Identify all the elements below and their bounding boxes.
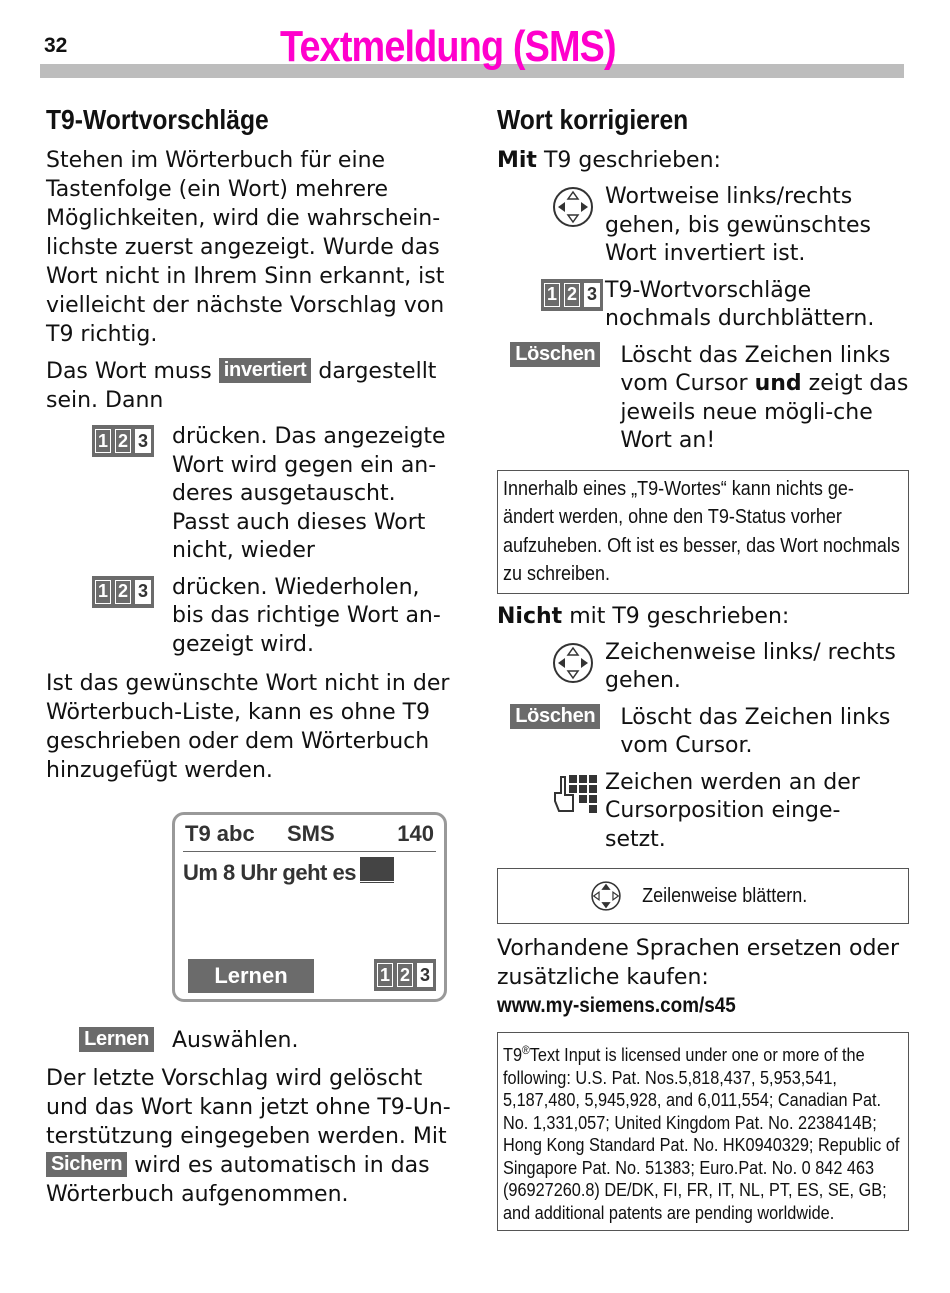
key-123-icon [541,279,603,311]
n3-row [497,769,909,855]
n2-row [497,704,909,761]
key-digit-2: 2 [564,283,580,307]
mit-t9-line [497,146,909,175]
key-digit-2: 2 [397,963,413,987]
key-digit-1: 1 [95,429,111,453]
r2-row [497,277,909,334]
nicht-rest: mit T9 geschrieben: [569,603,790,629]
r3-post: zeigt das jeweils neue mögli-che Wort an! [620,371,909,453]
step1-text: drücken. Das angezeigte Wort wird gegen ein an-deres ausgetauscht. Passt auch dieses Wort nicht, wieder [172,424,446,563]
nav-joystick-icon [551,185,595,229]
key-digit-3: 3 [135,580,151,604]
n1-icon-cell [497,639,605,685]
nav-joystick-icon [551,641,595,685]
phone-char-count: 140 [397,821,434,846]
license-registered: ® [522,1043,530,1057]
right-heading: Wort korrigieren [497,104,689,135]
note2-text: Zeilenweise blättern. [642,884,808,907]
license-body: Text Input is licensed under one or more of the following: U.S. Pat. Nos.5,818,437, 5,953,541, 5,187,480, 5,945,928, and 6,011,554; Canadian Pat. No. 1,331,057; United Kingdom Pat. No. 2238414B; Hong Kong Standard Pat. No. HK0940329; Republic of Singapore Pat. No. 51383; Euro.Pat. No. 0 842 463 (96927260.8) DE/DK, FI, FR, IT, NL, PT, ES, SE, GB; and additional patents are pending worldwide. [503,1044,900,1223]
key-123-icon [374,959,436,991]
r1-icon-cell [497,183,605,229]
nav-updown-icon [589,879,623,913]
keypad-hand-icon [551,771,599,819]
lernen-chip: Lernen [79,1027,154,1052]
key-digit-3: 3 [417,963,433,987]
phone-message-type: SMS [287,821,335,846]
lernen-row [46,1027,456,1056]
intro-paragraph: Stehen im Wörterbuch für eine Tastenfolge (ein Wort) mehrere Möglichkeiten, wird die wahrschein-lichste zuerst angezeigt. Wurde das Wort nicht in Ihrem Sinn erkannt, ist vielleicht der nächste Vorschlag von T9 richtig. [46,148,445,347]
step2-row [46,574,456,660]
r2-icon-cell [497,277,605,311]
n2-chip-cell [497,704,602,729]
invertiert-chip: invertiert [219,358,312,383]
languages-paragraph: Vorhandene Sprachen ersetzen oder zusätzliche kaufen: [497,936,899,990]
key-digit-3: 3 [584,283,600,307]
phone-message-text [183,857,394,886]
loeschen-chip: Löschen [510,704,600,729]
invert-pre: Das Wort muss [46,359,212,384]
license-text [503,1039,901,1224]
n3-text: Zeichen werden an der Cursorposition einge-setzt. [605,769,860,852]
left-lower [46,1027,456,1209]
key-digit-3: 3 [135,429,151,453]
lernen-chip-cell [46,1027,172,1052]
license-t9: T9 [503,1044,523,1066]
inverted-word-cursor [360,857,394,884]
phone-softkey-lernen: Lernen [188,959,314,993]
final-paragraph [46,1064,456,1209]
note-box-scroll [497,868,909,924]
step1-icon-cell [46,423,172,457]
final-pre: Der letzte Vorschlag wird gelöscht und das Wort kann jetzt ohne T9-Un-terstützung eingegeben werden. Mit [46,1065,451,1149]
step1-row [46,423,456,566]
note1-text: Innerhalb eines „T9-Wortes“ kann nichts ge-ändert werden, ohne den T9-Status vorher aufzuheben. Oft ist es besser, das Wort nochmals zu schreiben. [503,477,900,585]
phone-text-content: Um 8 Uhr geht es [183,860,356,885]
key-digit-2: 2 [115,429,131,453]
key-digit-1: 1 [544,283,560,307]
r3-bold: und [754,371,802,396]
phone-input-mode: T9 abc [185,821,255,846]
key-123-icon [92,576,154,608]
key-123-icon [92,425,154,457]
nicht-bold: Nicht [497,603,563,629]
not-found-paragraph: Ist das gewünschte Wort nicht in der Wörterbuch-Liste, kann es ohne T9 geschrieben oder dem Wörterbuch hinzugefügt werden. [46,671,450,783]
r3-text [602,342,909,456]
phone-display [172,812,447,1002]
r3-pre: Löscht das Zeichen links vom Cursor [620,342,891,396]
sichern-chip: Sichern [46,1152,127,1177]
step2-text: drücken. Wiederholen, bis das richtige Wort an-gezeigt wird. [172,574,441,657]
invert-paragraph [46,357,456,415]
r3-chip-cell [497,342,602,367]
page-title: Textmeldung (SMS) [280,22,616,71]
n3-icon-cell [497,769,605,819]
phone-status-bar [183,819,436,852]
final-post: wird es automatisch in das Wörterbuch aufgenommen. [46,1152,430,1207]
page-number: 32 [44,34,68,57]
right-column [497,100,909,1231]
r3-row [497,342,909,456]
note-box-t9 [497,470,909,594]
nicht-t9-line [497,602,909,631]
n1-row [497,639,909,696]
license-box [497,1032,909,1231]
loeschen-chip: Löschen [510,342,600,367]
r1-text: Wortweise links/rechts gehen, bis gewünschtes Wort invertiert ist. [605,184,871,266]
n2-text: Löscht das Zeichen links vom Cursor. [620,704,891,758]
url-link[interactable]: www.my-siemens.com/s45 [497,994,736,1017]
mit-bold: Mit [497,148,537,173]
key-digit-1: 1 [377,963,393,987]
step2-icon-cell [46,574,172,608]
lernen-text: Auswählen. [172,1028,299,1053]
key-digit-2: 2 [115,580,131,604]
r1-row [497,183,909,269]
r2-text: T9-Wortvorschläge nochmals durchblättern. [605,277,875,331]
left-column [46,100,456,785]
left-heading: T9-Wortvorschläge [46,104,269,135]
invert-post: dargestellt sein. Dann [46,359,437,413]
key-digit-1: 1 [95,580,111,604]
mit-rest: T9 geschrieben: [543,148,721,173]
n1-text: Zeichenweise links/ rechts gehen. [605,639,896,693]
